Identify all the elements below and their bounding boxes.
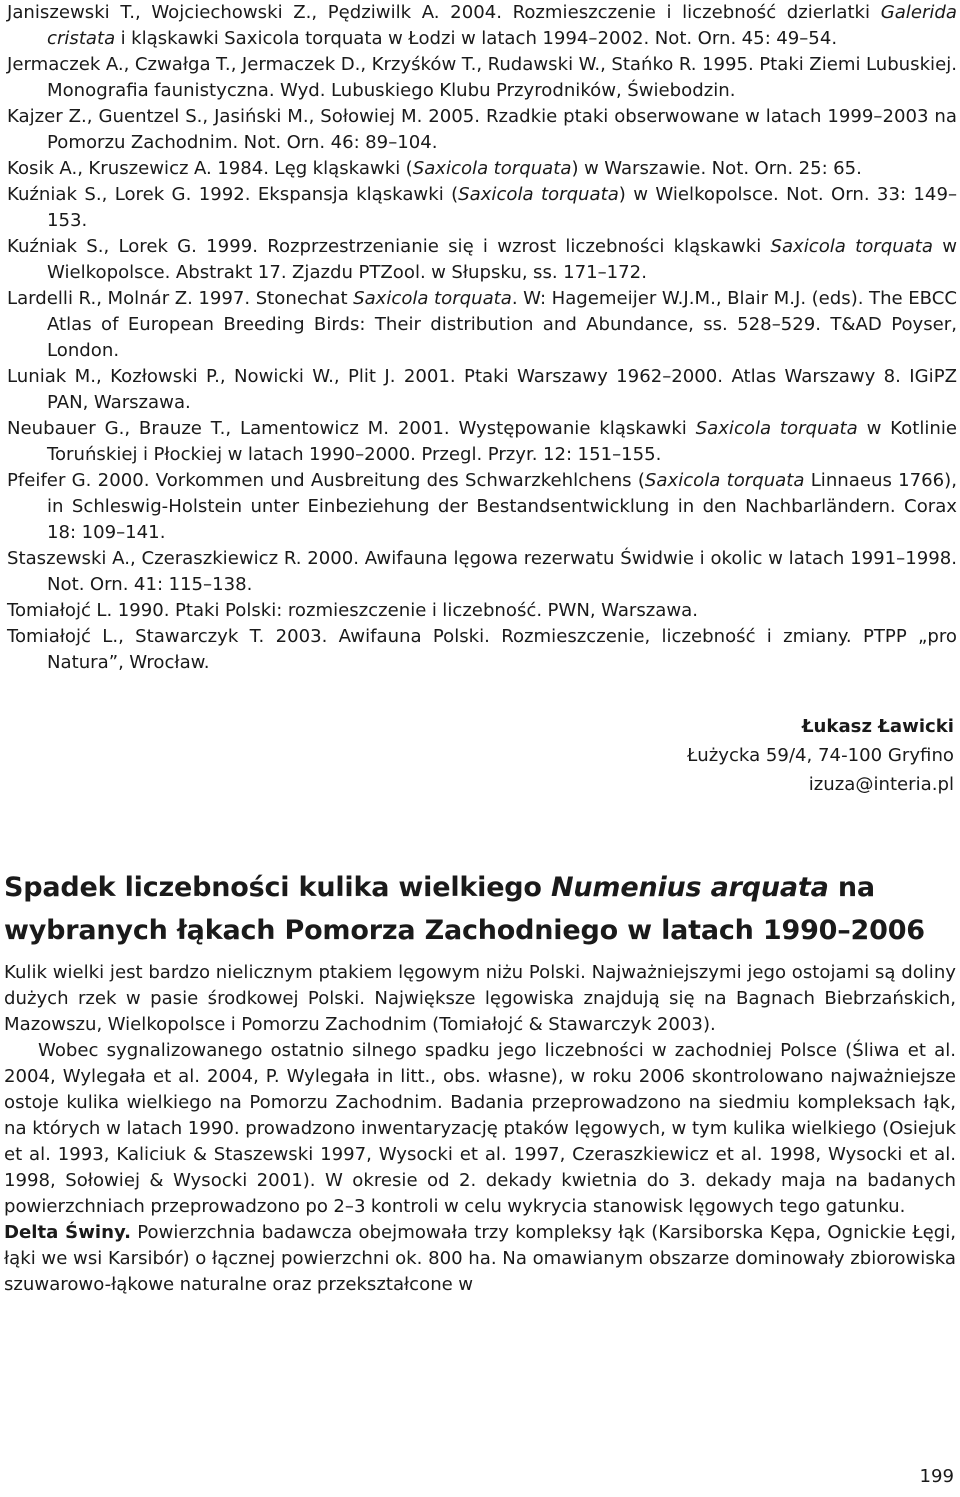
paragraph-text: Powierzchnia badawcza obejmowała trzy kompleksy łąk (Karsiborska Kępa, Ognickie Łęgi, łąki we wsi Karsibór) o łącznej powierzchni ok. 800 ha. Na omawianym obszarze dominowały zbiorowiska szuwarowo-łąkowe naturalne oraz przekształcone w	[4, 1222, 956, 1295]
reference-authors: Tomiałojć L., Stawarczyk T. 2003.	[7, 626, 328, 647]
paragraph: Kulik wielki jest bardzo nielicznym ptakiem lęgowym niżu Polski. Najważniejszymi jego ostojami są doliny dużych rzek w pasie środkowej Polski. Największe lęgowiska znajdują się na Bagnach Biebrzańskich, Mazowszu, Wielkopolsce i Pomorzu Zachodnim (Tomiałojć & Stawarczyk 2003).	[4, 962, 956, 1035]
species-name: Galerida cristata	[47, 2, 957, 49]
reference-item	[7, 598, 957, 624]
reference-item	[7, 0, 957, 52]
reference-authors: Kosik A., Kruszewicz A. 1984.	[7, 158, 270, 179]
section-heading: Delta Świny.	[4, 1222, 131, 1243]
reference-item	[7, 624, 957, 676]
reference-authors: Kuźniak S., Lorek G. 1992.	[7, 184, 251, 205]
reference-item	[7, 156, 957, 182]
page-number: 199	[919, 1466, 954, 1487]
reference-item	[7, 468, 957, 546]
reference-authors: Kajzer Z., Guentzel S., Jasiński M., Sołowiej M. 2005.	[7, 106, 481, 127]
reference-item	[7, 52, 957, 104]
reference-text: Rzadkie ptaki obserwowane w latach 1999–2003 na Pomorzu Zachodnim. Not. Orn. 46: 89–104.	[47, 106, 957, 153]
author-email: izuza@interia.pl	[808, 774, 954, 795]
reference-authors: Lardelli R., Molnár Z. 1997.	[7, 288, 251, 309]
reference-authors: Neubauer G., Brauze T., Lamentowicz M. 2001.	[7, 418, 450, 439]
reference-text: Rozmieszczenie i liczebność dzierlatki	[501, 2, 881, 23]
author-address: Łużycka 59/4, 74-100 Gryfino	[687, 745, 954, 766]
reference-authors: Tomiałojć L. 1990.	[7, 600, 170, 621]
paragraph: Wobec sygnalizowanego ostatnio silnego spadku jego liczebności w zachodniej Polsce (Śliwa et al. 2004, Wylegała et al. 2004, P. Wylegała in litt., obs. własne), w roku 2006 skontrolowano najważniejsze ostoje kulika wielkiego na Pomorzu Zachodnim. Badania przeprowadzono na siedmiu kompleksach łąk, na których w latach 1990. prowadzono inwentaryzację ptaków lęgowych, w tym kulika wielkiego (Osiejuk et al. 1993, Kaliciuk & Staszewski 1997, Wysocki et al. 1997, Czeraszkiewicz et al. 1998, Wysocki et al. 1998, Sołowiej & Wysocki 2001). W okresie od 2. dekady kwietnia do 3. dekady maja na badanych powierzchniach przeprowadzono po 2–3 kontroli w celu wykrycia stanowisk lęgowych tego gatunku.	[4, 1040, 956, 1217]
reference-text: Ptaki Warszawy 1962–2000. Atlas Warszawy 8. IGiPZ PAN, Warszawa.	[47, 366, 958, 413]
reference-text: Rozprzestrzenianie się i wzrost liczebności kląskawki	[257, 236, 771, 257]
species-name: Saxicola torquata	[770, 236, 933, 257]
article-title	[4, 866, 954, 952]
species-name: Saxicola torquata	[353, 288, 512, 309]
reference-text: Awifauna lęgowa rezerwatu Świdwie i okolic w latach 1991–1998. Not. Orn. 41: 115–138.	[47, 548, 958, 595]
reference-item	[7, 104, 957, 156]
reference-authors: Staszewski A., Czeraszkiewicz R. 2000.	[7, 548, 360, 569]
paragraph	[4, 1220, 956, 1298]
species-name: Saxicola torquata	[412, 158, 572, 179]
title-text: na wybranych łąkach Pomorza Zachodniego w latach 1990–2006	[4, 872, 925, 946]
reference-item	[7, 546, 957, 598]
reference-item	[7, 286, 957, 364]
title-species: Numenius arquata	[551, 872, 829, 903]
species-name: Saxicola torquata	[695, 418, 858, 439]
reference-text: Ekspansja kląskawki (	[250, 184, 459, 205]
reference-authors: Jermaczek A., Czwałga T., Jermaczek D., Krzyśków T., Rudawski W., Stańko R. 1995.	[7, 54, 754, 75]
article-body	[4, 960, 956, 1298]
reference-text: Ptaki Polski: rozmieszczenie i liczebność. PWN, Warszawa.	[169, 600, 698, 621]
reference-text: Występowanie kląskawki	[449, 418, 696, 439]
author-signature	[687, 712, 954, 799]
species-name: Saxicola torquata	[458, 184, 619, 205]
reference-list	[7, 0, 957, 676]
reference-text: w Wielkopolsce. Abstrakt 17. Zjazdu PTZool. w Słupsku, ss. 171–172.	[47, 236, 958, 283]
reference-text: w Kotlinie Toruńskiej i Płockiej w latach 1990–2000. Przegl. Przyr. 12: 151–155.	[47, 418, 957, 465]
reference-item	[7, 364, 957, 416]
reference-item	[7, 234, 957, 286]
reference-authors: Kuźniak S., Lorek G. 1999.	[7, 236, 258, 257]
reference-authors: Janiszewski T., Wojciechowski Z., Pędziwilk A. 2004.	[7, 2, 502, 23]
reference-text: Ptaki Ziemi Lubuskiej. Monografia faunistyczna. Wyd. Lubuskiego Klubu Przyrodników, Świebodzin.	[47, 54, 957, 101]
reference-text: i kląskawki Saxicola torquata w Łodzi w latach 1994–2002. Not. Orn. 45: 49–54.	[115, 28, 838, 49]
reference-item	[7, 182, 957, 234]
title-text: Spadek liczebności kulika wielkiego	[4, 872, 551, 903]
species-name: Saxicola torquata	[644, 470, 805, 491]
reference-text: Awifauna Polski. Rozmieszczenie, liczebność i zmiany. PTPP „pro Natura”, Wrocław.	[47, 626, 958, 673]
reference-text: ) w Warszawie. Not. Orn. 25: 65.	[571, 158, 862, 179]
reference-text: Lęg kląskawki (	[269, 158, 413, 179]
author-name: Łukasz Ławicki	[801, 716, 954, 737]
reference-text: ) w Wielkopolsce. Not. Orn. 33: 149–153.	[47, 184, 958, 231]
reference-text: . W: Hagemeijer W.J.M., Blair M.J. (eds). The EBCC Atlas of European Breeding Birds: Their distribution and Abundance, ss. 528–529. T&AD Poyser, London.	[47, 288, 958, 361]
reference-authors: Pfeifer G. 2000.	[7, 470, 150, 491]
reference-item	[7, 416, 957, 468]
reference-authors: Luniak M., Kozłowski P., Nowicki W., Plit J. 2001.	[7, 366, 456, 387]
reference-text: Stonechat	[250, 288, 354, 309]
reference-text: Linnaeus 1766), in Schleswig-Holstein unter Einbeziehung der Bestandsentwicklung in den Nachbarländern. Corax 18: 109–141.	[47, 470, 957, 543]
reference-text: Vorkommen und Ausbreitung des Schwarzkehlchens (	[149, 470, 645, 491]
